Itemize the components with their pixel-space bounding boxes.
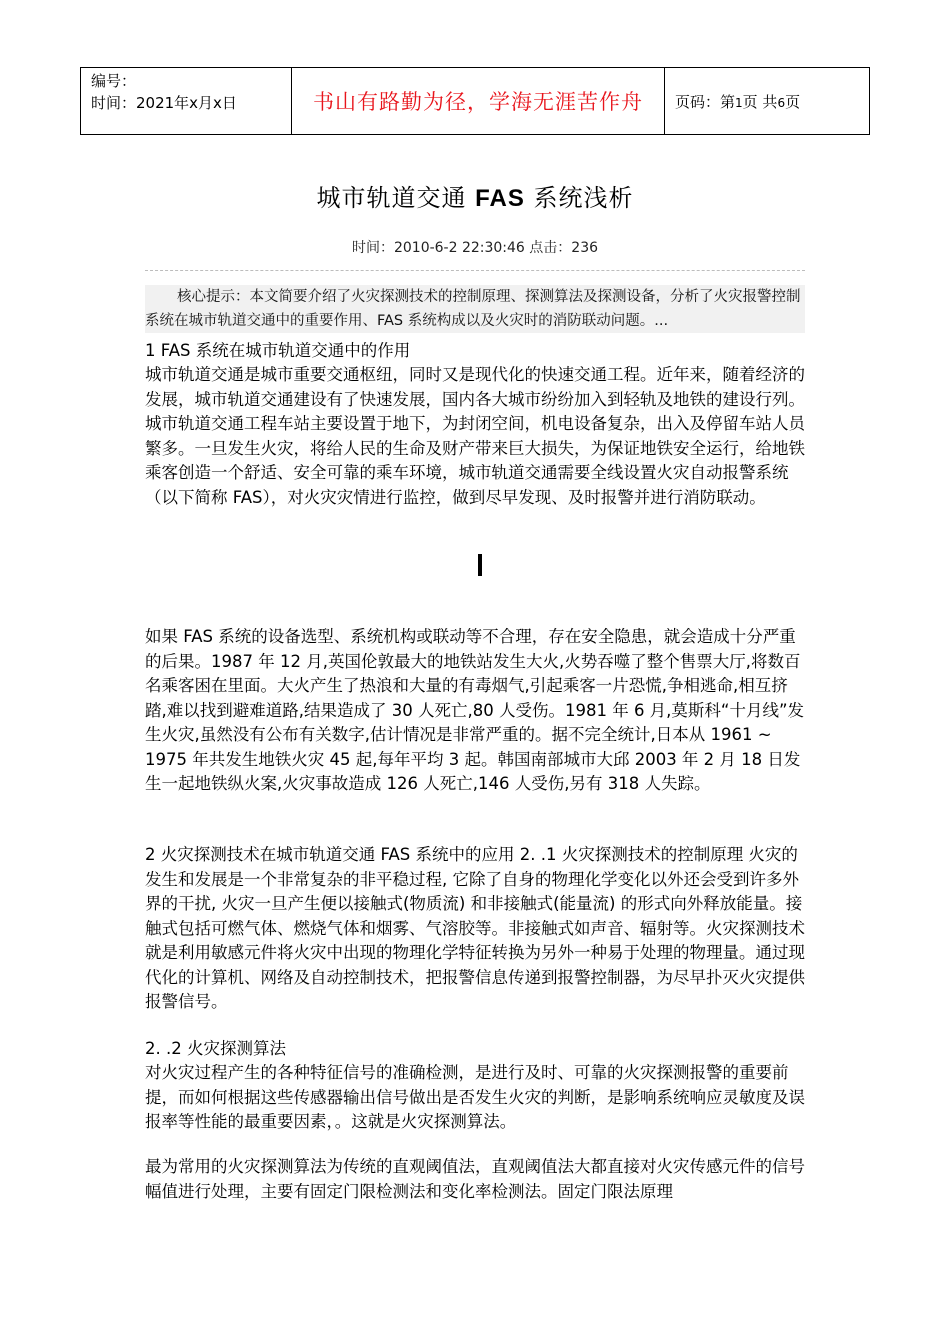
dashed-divider [145,270,805,271]
document-date-label: 时间：2021年x月x日 [91,94,237,112]
page-suffix: 页 [785,92,801,111]
section-2-2-heading: 2. .2 火灾探测算法 [145,1039,286,1058]
header-info-cell [81,68,292,135]
page-current: 1 [735,95,743,110]
summary-box: 核心提示：本文简要介绍了火灾探测技术的控制原理、探测算法及探测设备，分析了火灾报警控制系统在城市轨道交通中的重要作用、FAS 系统构成以及火灾时的消防联动问题。... [145,285,805,333]
title-part-3: 系统浅析 [524,184,634,212]
text-cursor [478,554,482,576]
header-motto: 书山有路勤为径，学海无涯苦作舟 [292,68,665,135]
page-prefix: 页码：第 [675,92,736,111]
article-title [0,178,950,213]
title-part-1: 城市轨道交通 [316,184,476,212]
title-part-2: FAS [475,185,525,212]
paragraph-1: 城市轨道交通是城市重要交通枢纽，同时又是现代化的快速交通工程。近年来，随着经济的发展，城市轨道交通建设有了快速发展，国内各大城市纷纷加入到轻轨及地铁的建设行列。城市轨道交通工程车站主要设置于地下，为封闭空间，机电设备复杂，出入及停留车站人员繁多。一旦发生火灾，将给人民的生命及财产带来巨大损失，为保证地铁安全运行，给地铁乘客创造一个舒适、安全可靠的乘车环境，城市轨道交通需要全线设置火灾自动报警系统（以下简称 FAS），对火灾灾情进行监控，做到尽早发现、及时报警并进行消防联动。 [145,365,805,507]
paragraph-3: 2 火灾探测技术在城市轨道交通 FAS 系统中的应用 2. .1 火灾探测技术的控制原理 火灾的发生和发展是一个非常复杂的非平稳过程, 它除了自身的物理化学变化以外还会受到许多外界的干扰, 火灾一旦产生便以接触式(物质流) 和非接触式(能量流) 的形式向外释放能量。接触式包括可燃气体、燃烧气体和烟雾、气溶胶等。非接触式如声音、辐射等。火灾探测技术就是利用敏感元件将火灾中出现的物理化学特征转换为另外一种易于处理的物理量。通过现代化的计算机、网络及自动控制技术，把报警信息传递到报警控制器，为尽早扑灭火灾提供报警信号。 [145,845,805,1011]
document-number-label: 编号： [91,72,137,90]
page-middle: 页 共 [742,92,778,111]
page-indicator [665,68,870,135]
paragraph-5: 最为常用的火灾探测算法为传统的直观阈值法，直观阈值法大都直接对火灾传感元件的信号幅值进行处理，主要有固定门限检测法和变化率检测法。固定门限法原理 [145,1157,805,1201]
header-table [80,67,870,135]
section-1-heading: 1 FAS 系统在城市轨道交通中的作用 [145,341,411,360]
page-total: 6 [777,95,786,110]
paragraph-2: 如果 FAS 系统的设备选型、系统机构或联动等不合理，存在安全隐患，就会造成十分严重的后果。1987 年 12 月,英国伦敦最大的地铁站发生大火,火势吞噬了整个售票大厅,将数百名乘客困在里面。大火产生了热浪和大量的有毒烟气,引起乘客一片恐慌,争相逃命,相互挤踏,难以找到避难道路,结果造成了 30 人死亡,80 人受伤。1981 年 6 月,莫斯科“十月线”发生火灾,虽然没有公布有关数字,估计情况是非常严重的。据不完全统计,日本从 1961 ~ 1975 年共发生地铁火灾 45 起,每年平均 3 起。韩国南部城市大邱 2003 年 2 月 18 日发生一起地铁纵火案,火灾事故造成 126 人死亡,146 人受伤,另有 318 人失踪。 [145,627,805,793]
article-meta: 时间：2010-6-2 22:30:46 点击：236 [351,240,599,256]
paragraph-4: 对火灾过程产生的各种特征信号的准确检测，是进行及时、可靠的火灾探测报警的重要前提，而如何根据这些传感器输出信号做出是否发生火灾的判断，是影响系统响应灵敏度及误报率等性能的最重要因素，。这就是火灾探测算法。 [145,1063,805,1131]
